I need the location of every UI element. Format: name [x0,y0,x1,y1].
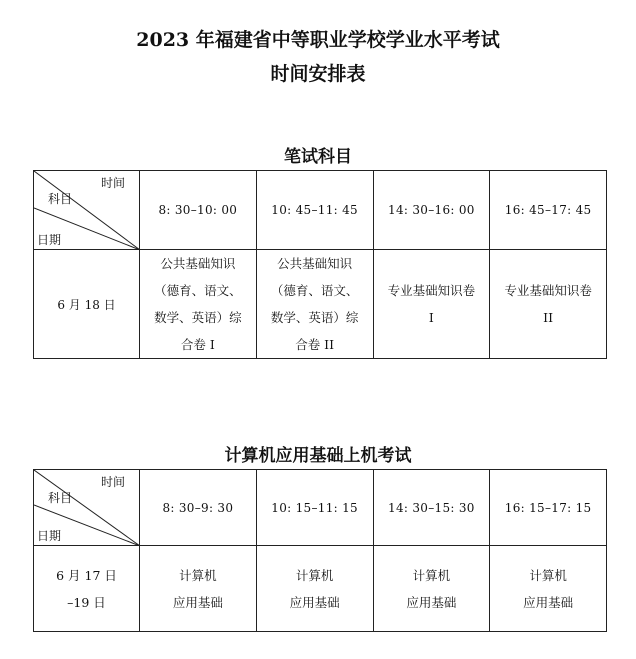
subject-line: II [543,310,554,325]
subject-line: 合卷 II [295,337,335,352]
subject-cell [140,546,257,632]
subject-line: 应用基础 [406,594,457,610]
date-cell [34,250,140,359]
time-slot-text: 16: 15–17: 15 [504,500,592,515]
subject-line: 计算机 [529,567,567,583]
subject-line: （德育、语文、 [270,283,359,298]
exam-date-line: –19 日 [67,594,106,610]
subject-line: 数学、英语）综 [270,310,359,325]
subject-line: 应用基础 [523,594,574,610]
written-exam-table [33,170,607,359]
subject-line: 公共基础知识 [160,256,236,271]
subject-line: 公共基础知识 [277,256,353,271]
subject-line: 专业基础知识卷 [504,283,592,298]
time-slot-text: 8: 30–9: 30 [162,500,234,515]
time-slot-cell [373,171,490,250]
time-slot-text: 10: 45–11: 45 [271,203,358,217]
time-slot-text: 10: 15–11: 15 [271,500,358,515]
date-cell [34,546,140,632]
subject-cell [490,250,607,359]
subject-line: 专业基础知识卷 [387,283,476,298]
subject-cell [140,250,257,359]
document-title: 2023 年福建省中等职业学校学业水平考试 [136,29,500,51]
subject-line: 数学、英语）综 [154,310,242,325]
subject-cell [373,250,490,359]
written-exam-heading: 笔试科目 [284,147,352,167]
subject-line: 合卷 I [180,337,215,352]
time-slot-cell [256,171,373,250]
corner-subject-label: 科目 [48,192,73,206]
exam-row [34,250,607,359]
subject-line: 应用基础 [289,594,340,610]
corner-header-cell [34,470,140,546]
document-subtitle: 时间安排表 [270,63,366,85]
time-slot-cell [140,470,257,546]
subject-cell [256,250,373,359]
time-slot-cell [490,171,607,250]
time-header-row [34,171,607,250]
corner-date-label: 日期 [37,529,62,543]
exam-row [34,546,607,632]
subject-line: 计算机 [295,567,334,583]
subject-line: 计算机 [179,567,217,583]
time-slot-cell [256,470,373,546]
subject-line: 计算机 [412,567,451,583]
corner-date-label: 日期 [37,233,62,247]
subject-cell [373,546,490,632]
time-slot-text: 14: 30–15: 30 [388,500,475,515]
corner-subject-label: 科目 [48,491,73,505]
time-slot-cell [490,470,607,546]
subject-cell [256,546,373,632]
time-slot-text: 14: 30–16: 00 [388,203,475,217]
exam-date-line: 6 月 17 日 [56,567,117,583]
subject-line: （德育、语文、 [154,283,242,298]
time-slot-text: 16: 45–17: 45 [504,203,592,217]
time-slot-text: 8: 30–10: 00 [158,203,238,217]
corner-time-label: 时间 [100,475,125,489]
exam-date: 6 月 18 日 [57,297,116,312]
computer-exam-heading: 计算机应用基础上机考试 [224,446,412,466]
time-header-row [34,470,607,546]
time-slot-cell [140,171,257,250]
computer-exam-table [33,469,607,632]
corner-header-cell [34,171,140,250]
subject-cell [490,546,607,632]
subject-line: I [428,310,434,325]
corner-time-label: 时间 [100,176,125,190]
subject-line: 应用基础 [172,594,223,610]
time-slot-cell [373,470,490,546]
